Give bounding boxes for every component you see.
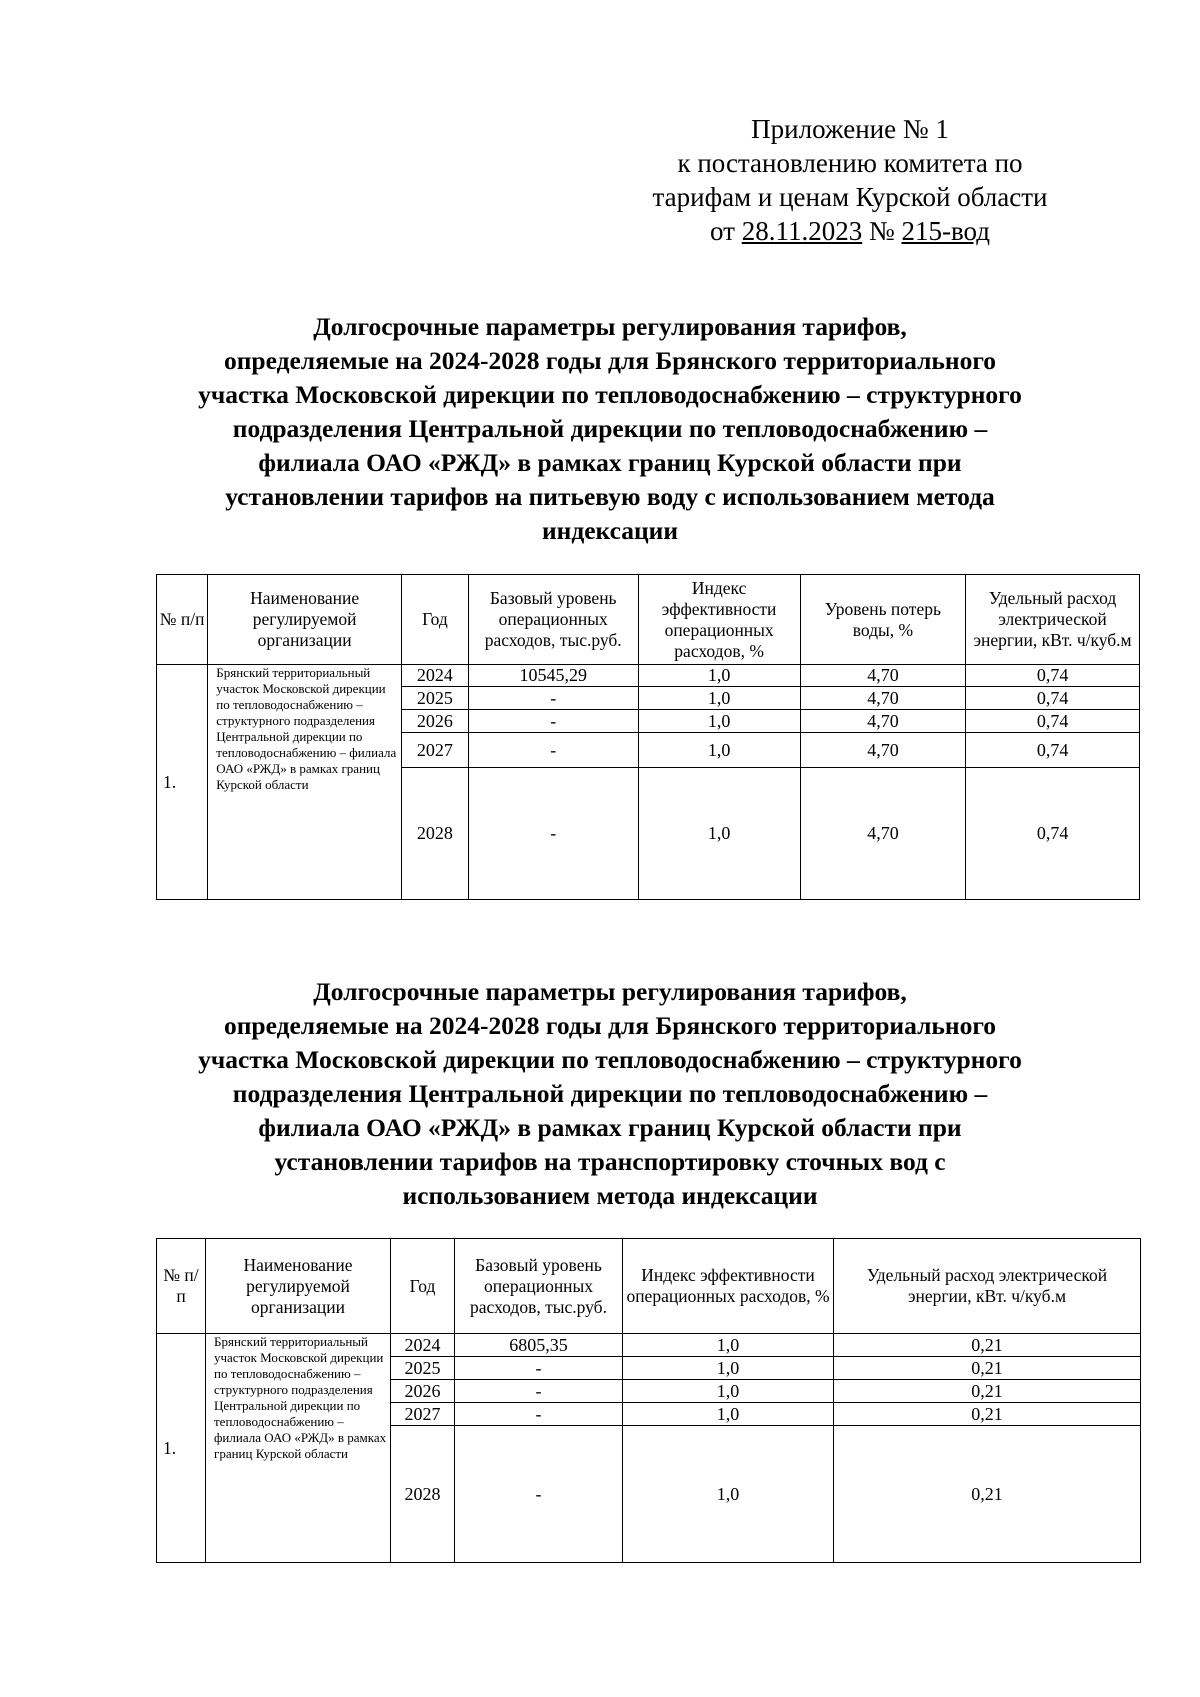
table-row: 1. Брянский территориальный участок Московской дирекции по тепловодоснабжению – структурного подразделения Центральной дирекции по тепловодоснабжению – филиала ОАО «РЖД» в рамках границ Курской области 2024 10545,29 1,0 4,70 0,74 bbox=[157, 665, 1140, 687]
header-efficiency-index: Индекс эффективности операционных расходов, % bbox=[623, 1239, 834, 1334]
appendix-line-3: тарифам и ценам Курской области bbox=[652, 182, 1048, 212]
header-number: № п/п bbox=[157, 575, 208, 665]
appendix-date-line: от 28.11.2023 № 215-вод bbox=[710, 216, 990, 246]
row-number: 1. bbox=[157, 665, 208, 900]
table-row: 2028 - 1,0 0,21 bbox=[157, 1426, 1141, 1563]
table-row: 2026 - 1,0 4,70 0,74 bbox=[157, 710, 1140, 733]
table-header-row bbox=[157, 575, 1140, 665]
table-row: 2028 - 1,0 4,70 0,74 bbox=[157, 768, 1140, 900]
wastewater-parameters-table bbox=[156, 1238, 1141, 1563]
header-year: Год bbox=[401, 575, 468, 665]
appendix-title: Приложение № 1 bbox=[751, 114, 949, 144]
header-number: № п/п bbox=[157, 1239, 206, 1334]
header-year: Год bbox=[391, 1239, 455, 1334]
section-1-title: Долгосрочные параметры регулирования тарифов, определяемые на 2024-2028 годы для Брянского территориального участка Московской дирекции по тепловодоснабжению – структурного подразделения Центральной дирекции по тепловодоснабжению – филиала ОАО «РЖД» в рамках границ Курской области при установлении тарифов на питьевую воду с использованием метода индексации bbox=[198, 312, 1022, 545]
header-water-losses: Уровень потерь воды, % bbox=[800, 575, 965, 665]
header-efficiency-index: Индекс эффективности операционных расходов, % bbox=[638, 575, 800, 665]
header-energy-consumption: Удельный расход электрической энергии, кВт. ч/куб.м bbox=[966, 575, 1140, 665]
row-number: 1. bbox=[157, 1334, 206, 1563]
header-organization: Наименование регулируемой организации bbox=[208, 575, 402, 665]
header-organization: Наименование регулируемой организации bbox=[206, 1239, 391, 1334]
organization-name: Брянский территориальный участок Московской дирекции по тепловодоснабжению – структурного подразделения Центральной дирекции по тепловодоснабжению – филиала ОАО «РЖД» в рамках границ Курской области bbox=[206, 1334, 391, 1563]
section-2-title: Долгосрочные параметры регулирования тарифов, определяемые на 2024-2028 годы для Брянского территориального участка Московской дирекции по тепловодоснабжению – структурного подразделения Центральной дирекции по тепловодоснабжению – филиала ОАО «РЖД» в рамках границ Курской области при установлении тарифов на транспортировку сточных вод с использованием метода индексации bbox=[198, 977, 1022, 1210]
appendix-line-2: к постановлению комитета по bbox=[677, 148, 1023, 178]
header-energy-consumption: Удельный расход электрической энергии, кВт. ч/куб.м bbox=[834, 1239, 1141, 1334]
table-row: 2027 - 1,0 4,70 0,74 bbox=[157, 733, 1140, 768]
header-base-level: Базовый уровень операционных расходов, тыс.руб. bbox=[468, 575, 638, 665]
resolution-date: 28.11.2023 bbox=[741, 216, 863, 246]
organization-name: Брянский территориальный участок Московской дирекции по тепловодоснабжению – структурного подразделения Центральной дирекции по тепловодоснабжению – филиала ОАО «РЖД» в рамках границ Курской области bbox=[208, 665, 402, 900]
table-row: 2027 - 1,0 0,21 bbox=[157, 1403, 1141, 1426]
table-row: 2025 - 1,0 0,21 bbox=[157, 1357, 1141, 1380]
table-row: 2025 - 1,0 4,70 0,74 bbox=[157, 687, 1140, 710]
table-row: 1. Брянский территориальный участок Московской дирекции по тепловодоснабжению – структурного подразделения Центральной дирекции по тепловодоснабжению – филиала ОАО «РЖД» в рамках границ Курской области 2024 6805,35 1,0 0,21 bbox=[157, 1334, 1141, 1357]
table-row: 2026 - 1,0 0,21 bbox=[157, 1380, 1141, 1403]
table-header-row bbox=[157, 1239, 1141, 1334]
header-base-level: Базовый уровень операционных расходов, тыс.руб. bbox=[455, 1239, 623, 1334]
appendix-header bbox=[600, 112, 1100, 248]
drinking-water-parameters-table bbox=[156, 574, 1140, 900]
resolution-number: 215-вод bbox=[901, 216, 990, 246]
